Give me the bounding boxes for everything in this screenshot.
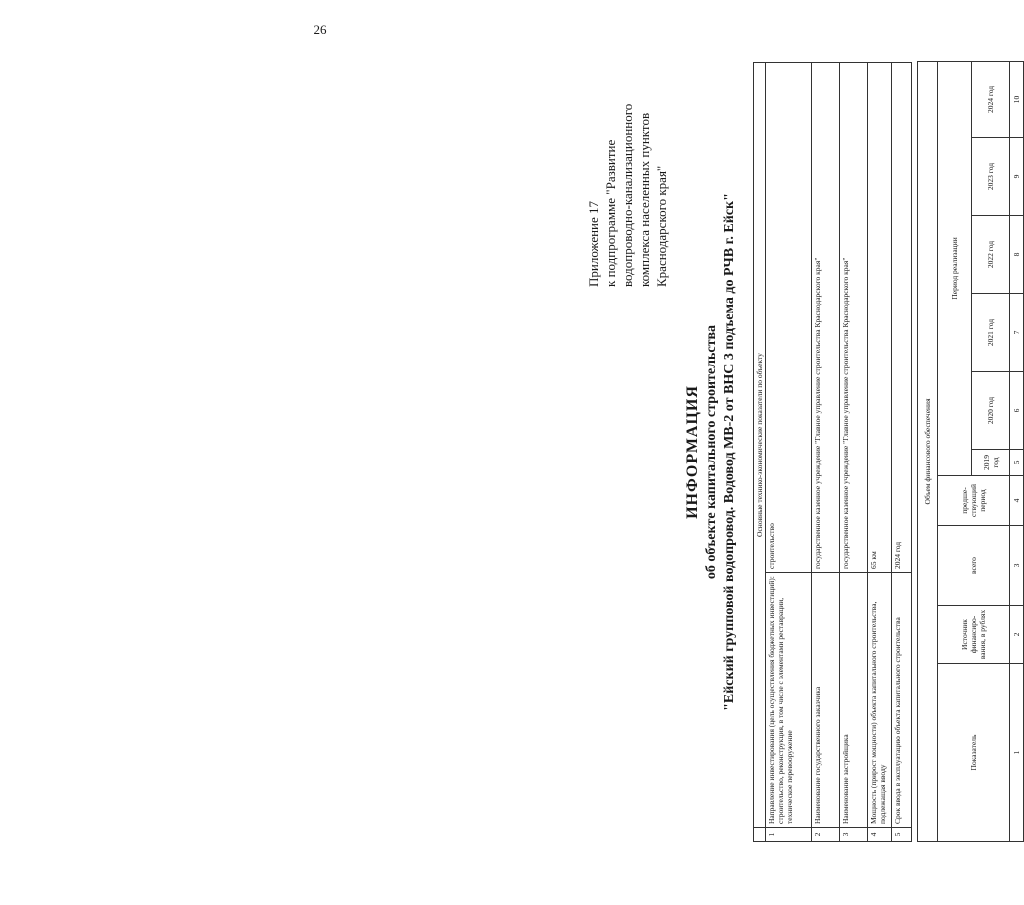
financing-table [917,61,1024,842]
column-number: 4 [1010,476,1024,526]
header-indicator: Показатель [938,664,1010,842]
appendix-line: комплекса населенных пунктов [637,112,652,287]
row-number: 4 [868,828,892,842]
row-number: 3 [840,828,868,842]
section-title: Основные технико-экономические показатели по объекту [754,63,766,828]
row-number: 2 [812,828,840,842]
row-value: государственное казенное учреждение "Главное управление строительства Краснодарского края" [812,63,840,573]
column-number: 10 [1010,61,1024,137]
header-previous-period: предше-ствующий период [938,476,1010,526]
appendix-line: водопроводно-канализационного [620,103,635,287]
row-value: строительство [766,63,812,573]
row-label: Наименование застройщика [840,573,868,828]
header-period: Период реализации [938,61,972,475]
table-row [840,63,868,842]
table-row [868,63,892,842]
column-number: 6 [1010,372,1024,450]
row-label: Мощность (прирост мощности) объекта капитального строительства, подлежащая вводу [868,573,892,828]
header-year: 2022 год [972,216,1010,294]
row-number: 1 [766,828,812,842]
column-number: 8 [1010,216,1024,294]
column-number: 9 [1010,138,1024,216]
header-year: 2024 год [972,61,1010,137]
column-number: 2 [1010,606,1024,664]
document-heading [683,62,739,842]
column-number: 5 [1010,450,1024,476]
table-row [766,63,812,842]
document-subtitle: об объекте капитального строительства [704,324,719,580]
row-label: Направление инвестирования (цель осуществления бюджетных инвестиций): строительство, реконструкция, в том числе с элементами реставрации, техническое перевооружение [766,573,812,828]
appendix-line: Приложение 17 [586,200,601,287]
appendix-block [585,77,670,287]
technical-indicators-table [753,62,912,842]
header-year: 2023 год [972,138,1010,216]
row-value: государственное казенное учреждение "Главное управление строительства Краснодарского края" [840,63,868,573]
row-number: 5 [892,828,912,842]
row-value: 65 км [868,63,892,573]
header-year: 2019 год [972,450,1010,476]
header-year: 2021 год [972,294,1010,372]
column-number: 1 [1010,664,1024,842]
object-name: "Ейский групповой водопровод. Водовод МВ-2 от ВНС 3 подъема до РЧВ г. Ейск" [722,193,737,711]
column-number: 7 [1010,294,1024,372]
column-number-row [1010,61,1024,841]
row-label: Наименование государственного заказчика [812,573,840,828]
table-row [892,63,912,842]
section-title: Объем финансового обеспечения [918,61,938,841]
appendix-line: Краснодарского края" [654,165,669,287]
row-value: 2024 год [892,63,912,573]
header-year: 2020 год [972,372,1010,450]
document-title: ИНФОРМАЦИЯ [684,385,701,519]
appendix-line: к подпрограмме "Развитие [603,139,618,287]
row-label: Срок ввода в эксплуатацию объекта капитального строительства [892,573,912,828]
header-total: всего [938,526,1010,606]
table-row [812,63,840,842]
header-source: Источник финансиро-вания, в рублях [938,606,1010,664]
page-number: 26 [313,22,327,37]
column-number: 3 [1010,526,1024,606]
